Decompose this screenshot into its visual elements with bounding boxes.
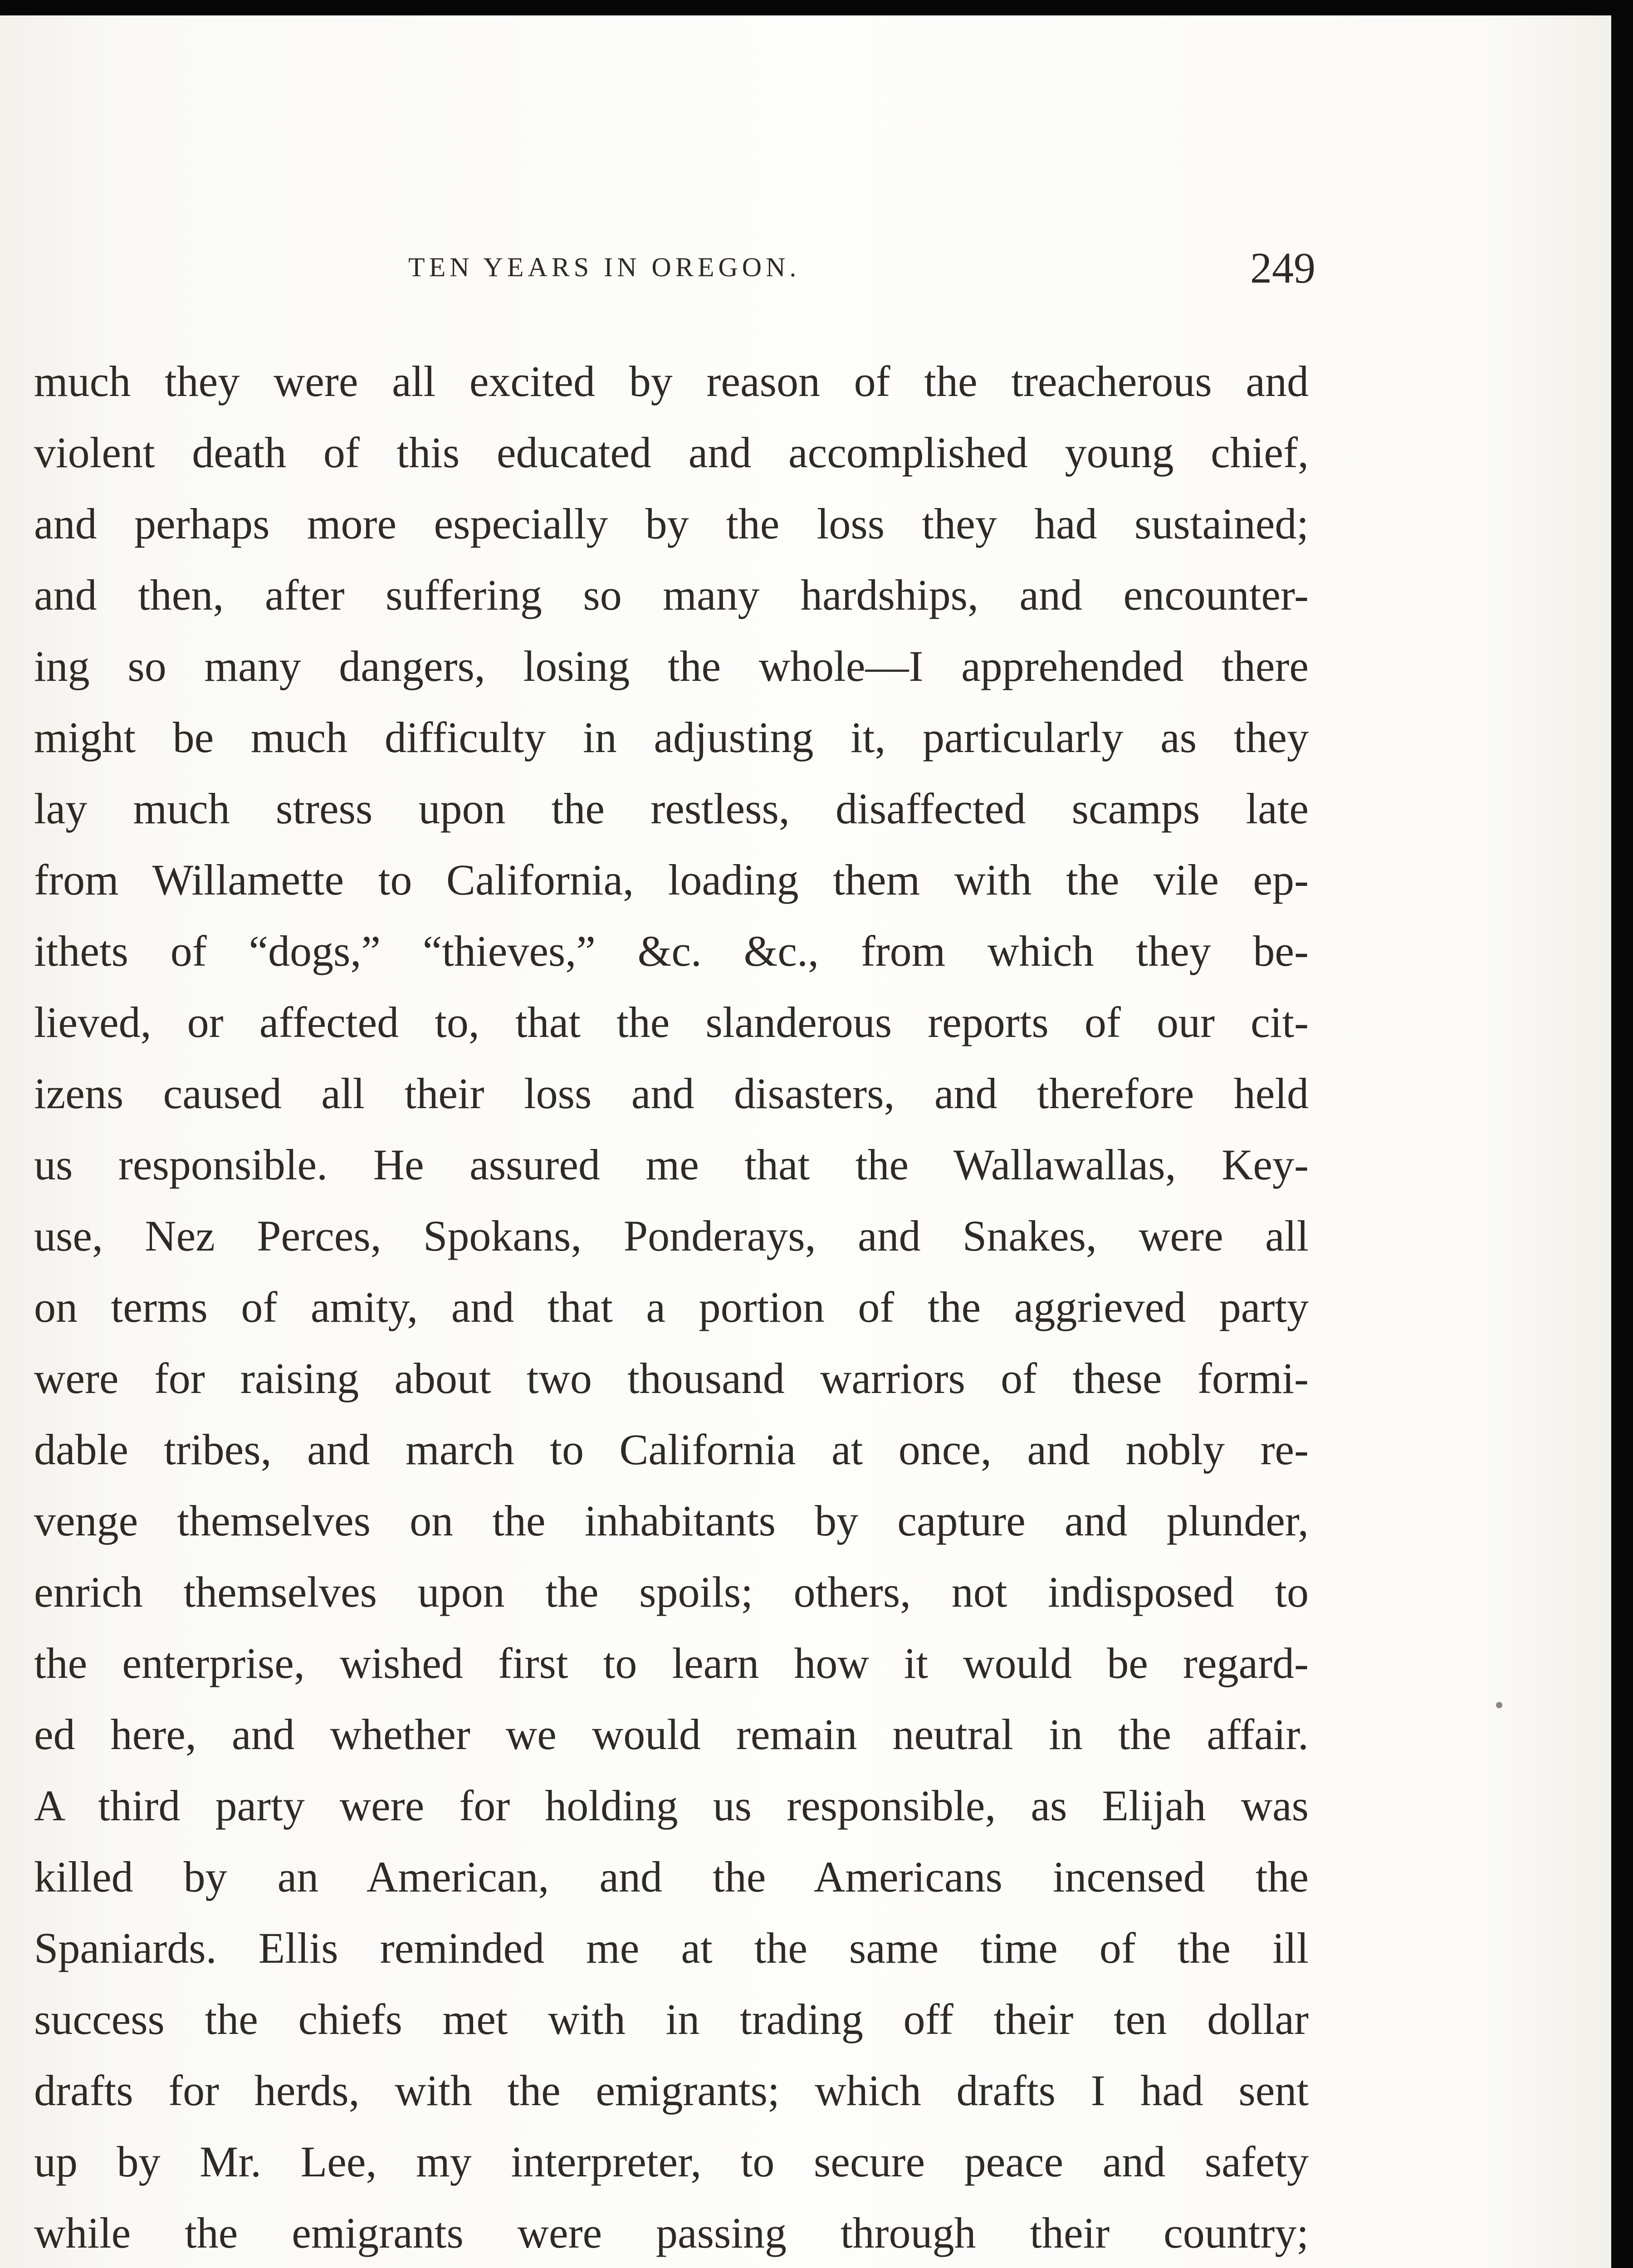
- text-line: success the chiefs met with in trading off their ten dollar: [34, 1995, 1309, 2043]
- text-line: enrich themselves upon the spoils; others, not indisposed to: [34, 1568, 1309, 1616]
- text-line: violent death of this educated and accomplished young chief,: [34, 428, 1309, 477]
- text-line: izens caused all their loss and disasters, and therefore held: [34, 1069, 1309, 1118]
- text-line: Spaniards. Ellis reminded me at the same time of the ill: [34, 1924, 1309, 1972]
- text-line: ing so many dangers, losing the whole—I apprehended there: [34, 642, 1309, 690]
- text-line: A third party were for holding us responsible, as Elijah was: [34, 1781, 1309, 1830]
- body-text: [34, 346, 1309, 2268]
- scan-border-top: [0, 0, 1633, 15]
- text-line: and perhaps more especially by the loss they had sustained;: [34, 499, 1309, 548]
- text-line: ithets of “dogs,” “thieves,” &c. &c., from which they be-: [34, 927, 1309, 975]
- text-line: and then, after suffering so many hardships, and encounter-: [34, 571, 1309, 619]
- text-line: might be much difficulty in adjusting it, particularly as they: [34, 713, 1309, 762]
- text-line: were for raising about two thousand warriors of these formi-: [34, 1354, 1309, 1403]
- text-line: drafts for herds, with the emigrants; which drafts I had sent: [34, 2066, 1309, 2115]
- text-line: lay much stress upon the restless, disaffected scamps late: [34, 784, 1309, 833]
- text-line: the enterprise, wished first to learn how it would be regard-: [34, 1639, 1309, 1687]
- text-line: ed here, and whether we would remain neutral in the affair.: [34, 1710, 1309, 1759]
- text-line: lieved, or affected to, that the slanderous reports of our cit-: [34, 998, 1309, 1046]
- text-line: much they were all excited by reason of the treacherous and: [34, 357, 1309, 406]
- text-line: up by Mr. Lee, my interpreter, to secure peace and safety: [34, 2137, 1309, 2186]
- page-number: 249: [1250, 244, 1315, 292]
- text-line: dable tribes, and march to California at once, and nobly re-: [34, 1425, 1309, 1474]
- scan-border-right: [1611, 0, 1633, 2268]
- text-line: while the emigrants were passing through their country;: [34, 2209, 1309, 2257]
- paper-speck: [1496, 1702, 1502, 1708]
- text-line: on terms of amity, and that a portion of the aggrieved party: [34, 1283, 1309, 1331]
- text-line: us responsible. He assured me that the Wallawallas, Key-: [34, 1140, 1309, 1189]
- text-line: use, Nez Perces, Spokans, Ponderays, and Snakes, were all: [34, 1212, 1309, 1260]
- text-line: venge themselves on the inhabitants by capture and plunder,: [34, 1496, 1309, 1545]
- text-line: killed by an American, and the Americans incensed the: [34, 1853, 1309, 1901]
- text-line: from Willamette to California, loading them with the vile ep-: [34, 855, 1309, 904]
- running-head: TEN YEARS IN OREGON.: [408, 252, 801, 282]
